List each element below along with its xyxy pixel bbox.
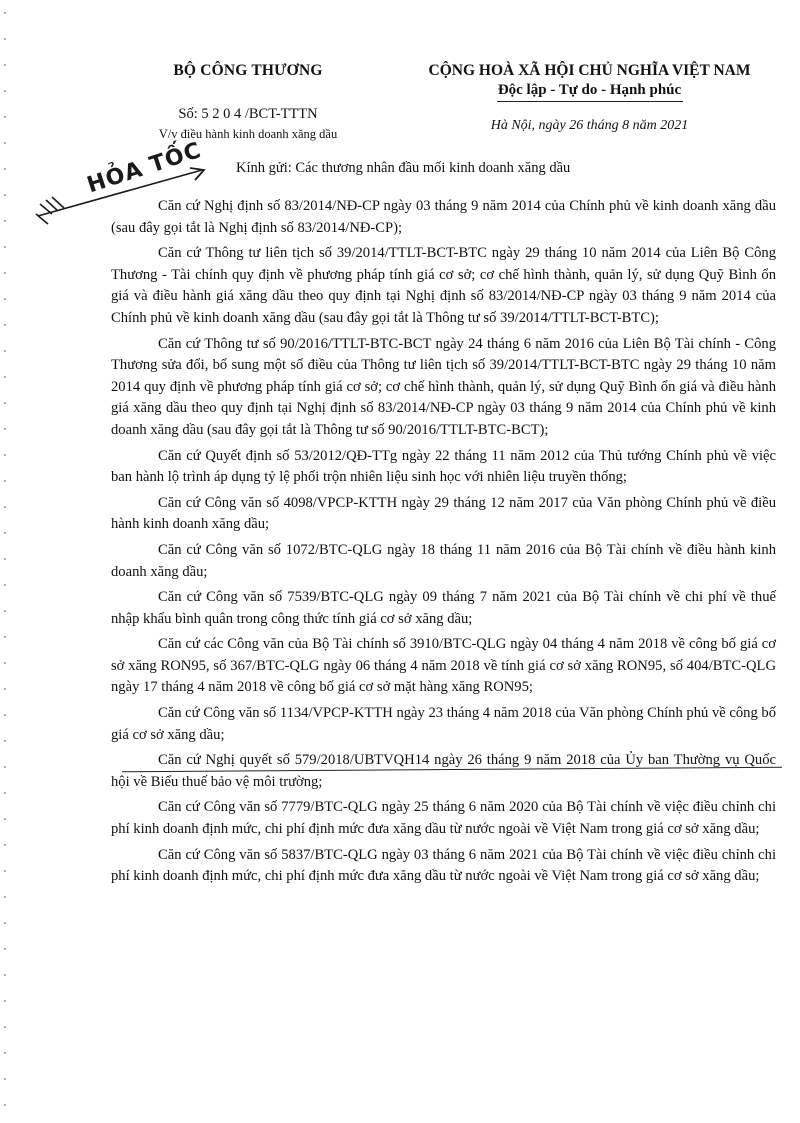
legal-basis-paragraph: Căn cứ Công văn số 7779/BTC-QLG ngày 25 tháng 6 năm 2020 của Bộ Tài chính về việc điều chỉnh chi phí kinh doanh định mức, chi phí định mức đưa xăng dầu từ nước ngoài về Việt Nam trong giá cơ sở xăng dầu; bbox=[111, 799, 776, 838]
legal-basis-paragraph: Căn cứ Công văn số 5837/BTC-QLG ngày 03 tháng 6 năm 2021 của Bộ Tài chính về việc điều chỉnh chi phí kinh doanh định mức, chi phí định mức đưa xăng dầu từ nước ngoài về Việt Nam trong giá cơ sở xăng dầu; bbox=[111, 846, 776, 885]
legal-basis-paragraph: Căn cứ Công văn số 4098/VPCP-KTTH ngày 29 tháng 12 năm 2017 của Văn phòng Chính phủ về điều hành kinh doanh xăng dầu; bbox=[111, 494, 776, 533]
document-body bbox=[111, 196, 776, 892]
legal-basis-paragraph: Căn cứ Công văn số 7539/BTC-QLG ngày 09 tháng 7 năm 2021 của Bộ Tài chính về chi phí về thuế nhập khẩu bình quân trong công thức tính giá cơ sở xăng dầu; bbox=[111, 589, 776, 627]
legal-basis-paragraph: Căn cứ Thông tư liên tịch số 39/2014/TTLT-BCT-BTC ngày 29 tháng 10 năm 2014 của Liên Bộ Công Thương - Tài chính quy định về phương pháp tính giá cơ sở; cơ chế hình thành, quản lý, sử dụng Quỹ Bình ổn giá và điều hành giá xăng dầu theo quy định tại Nghị định số 83/2014/NĐ-CP ngày 03 tháng 9 năm 2014 của Chính phủ về kinh doanh xăng dầu (sau đây gọi tắt là Thông tư số 39/2014/TTLT-BCT-BTC); bbox=[111, 245, 776, 326]
issuer-block bbox=[118, 62, 378, 142]
legal-basis-paragraph: Căn cứ Nghị quyết số 579/2018/UBTVQH14 ngày 26 tháng 9 năm 2018 của Ủy ban Thường vụ Quốc hội về Biểu thuế bảo vệ môi trường; bbox=[111, 752, 776, 790]
legal-basis-paragraph: Căn cứ các Công văn của Bộ Tài chính số 3910/BTC-QLG ngày 04 tháng 4 năm 2018 về công bố giá cơ sở xăng RON95, số 367/BTC-QLG ngày 06 tháng 4 năm 2018 về tính giá cơ sở xăng RON95, số 404/BTC-QLG ngày 17 tháng 4 năm 2018 về công bố giá cơ sở mặt hàng xăng RON95; bbox=[111, 636, 776, 696]
national-heading bbox=[382, 62, 797, 134]
legal-basis-paragraph: Căn cứ Nghị định số 83/2014/NĐ-CP ngày 03 tháng 9 năm 2014 của Chính phủ về kinh doanh xăng dầu (sau đây gọi tắt là Nghị định số 83/2014/NĐ-CP); bbox=[111, 198, 776, 236]
national-motto: Độc lập - Tự do - Hạnh phúc bbox=[497, 82, 682, 98]
motto-underline bbox=[497, 101, 683, 102]
legal-basis-paragraph: Căn cứ Quyết định số 53/2012/QĐ-TTg ngày 22 tháng 11 năm 2012 của Thủ tướng Chính phủ về việc ban hành lộ trình áp dụng tỷ lệ phối trộn nhiên liệu sinh học với nhiên liệu truyền thống; bbox=[111, 447, 776, 486]
document-subject: V/v điều hành kinh doanh xăng dầu bbox=[158, 127, 338, 141]
legal-basis-paragraph: Căn cứ Công văn số 1134/VPCP-KTTH ngày 23 tháng 4 năm 2018 của Văn phòng Chính phủ về công bố giá cơ sở xăng dầu; bbox=[111, 705, 776, 743]
document-date: Hà Nội, ngày 26 tháng 8 năm 2021 bbox=[490, 118, 689, 133]
binding-holes bbox=[3, 0, 7, 1123]
legal-basis-paragraph: Căn cứ Công văn số 1072/BTC-QLG ngày 18 tháng 11 năm 2016 của Bộ Tài chính về điều hành kinh doanh xăng dầu; bbox=[111, 541, 776, 580]
urgent-stamp-text: HỎA TỐC bbox=[84, 137, 205, 199]
ministry-name: BỘ CÔNG THƯƠNG bbox=[173, 62, 323, 79]
nation-name: CỘNG HOÀ XÃ HỘI CHỦ NGHĨA VIỆT NAM bbox=[428, 62, 751, 79]
recipient-line: Kính gửi: Các thương nhân đầu mối kinh doanh xăng dầu bbox=[236, 160, 571, 176]
legal-basis-paragraph: Căn cứ Thông tư số 90/2016/TTLT-BTC-BCT ngày 24 tháng 6 năm 2016 của Liên Bộ Tài chính - Công Thương sửa đổi, bổ sung một số điều của Thông tư liên tịch số 39/2014/TTLT-BCT-BTC ngày 29 tháng 10 năm 2014 quy định về phương pháp tính giá cơ sở; cơ chế hình thành, quản lý, sử dụng Quỹ Bình ổn giá và điều hành giá xăng dầu theo quy định tại Nghị định số 83/2014/NĐ-CP ngày 03 tháng 9 năm 2014 của Chính phủ về kinh doanh xăng dầu (sau đây gọi tắt là Thông tư số 90/2016/TTLT-BTC-BCT); bbox=[111, 335, 776, 438]
document-number: Số: 5 2 0 4 /BCT-TTTN bbox=[178, 106, 318, 122]
